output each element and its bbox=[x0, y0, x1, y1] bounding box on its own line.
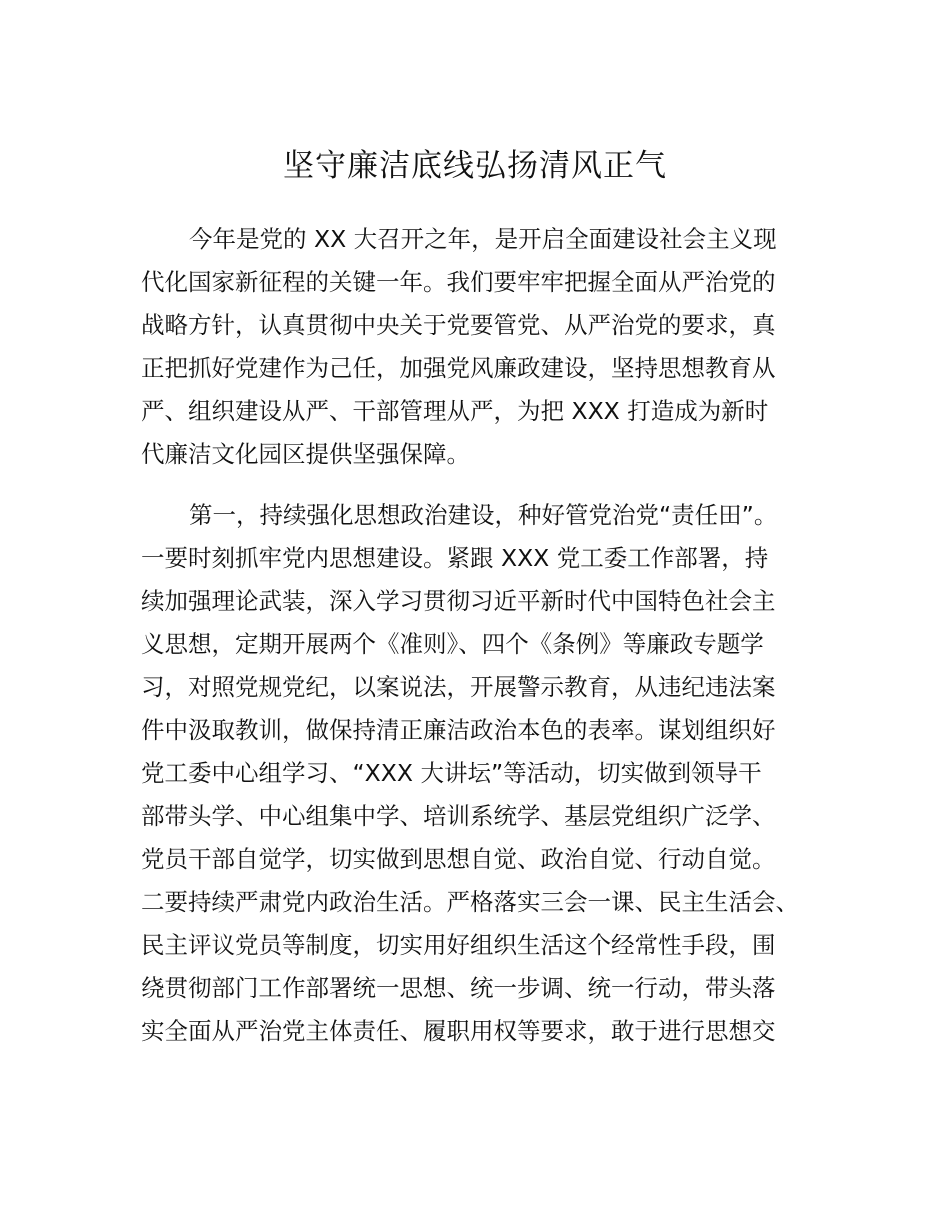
paragraph-line: 代化国家新征程的关键一年。我们要牢牢把握全面从严治党的 bbox=[141, 268, 776, 296]
paragraph-line: 义思想，定期开展两个《准则》、四个《条例》等廉政专题学 bbox=[141, 630, 764, 658]
paragraph-line: 实全面从严治党主体责任、履职用权等要求，敢于进行思想交 bbox=[141, 1017, 776, 1045]
paragraph-section-one bbox=[141, 494, 831, 1053]
paragraph-line: 第一，持续强化思想政治建设，种好管党治党“责任田”。 bbox=[189, 501, 778, 529]
paragraph-line: 二要持续严肃党内政治生活。严格落实三会一课、民主生活会、 bbox=[141, 888, 799, 916]
paragraph-line: 习，对照党规党纪，以案说法，开展警示教育，从违纪违法案 bbox=[141, 673, 776, 701]
paragraph-line: 续加强理论武装，深入学习贯彻习近平新时代中国特色社会主 bbox=[141, 587, 776, 615]
paragraph-line: 战略方针，认真贯彻中央关于党要管党、从严治党的要求，真 bbox=[141, 311, 776, 339]
paragraph-line: 部带头学、中心组集中学、培训系统学、基层党组织广泛学、 bbox=[141, 802, 776, 830]
paragraph-line: 党工委中心组学习、“XXX 大讲坛”等活动，切实做到领导干 bbox=[141, 759, 762, 787]
paragraph-line: 严、组织建设从严、干部管理从严，为把 XXX 打造成为新时 bbox=[141, 397, 769, 425]
paragraph-intro bbox=[141, 218, 831, 476]
paragraph-line: 正把抓好党建作为己任，加强党风廉政建设，坚持思想教育从 bbox=[141, 354, 776, 382]
paragraph-line: 代廉洁文化园区提供坚强保障。 bbox=[141, 440, 470, 468]
paragraph-line: 今年是党的 XX 大召开之年，是开启全面建设社会主义现 bbox=[189, 225, 777, 253]
paragraph-line: 一要时刻抓牢党内思想建设。紧跟 XXX 党工委工作部署，持 bbox=[141, 544, 769, 572]
paragraph-line: 党员干部自觉学，切实做到思想自觉、政治自觉、行动自觉。 bbox=[141, 845, 776, 873]
paragraph-line: 民主评议党员等制度，切实用好组织生活这个经常性手段，围 bbox=[141, 931, 776, 959]
document-title: 坚守廉洁底线弘扬清风正气 bbox=[283, 148, 667, 184]
paragraph-line: 件中汲取教训，做保持清正廉洁政治本色的表率。谋划组织好 bbox=[141, 716, 776, 744]
paragraph-line: 绕贯彻部门工作部署统一思想、统一步调、统一行动，带头落 bbox=[141, 974, 776, 1002]
